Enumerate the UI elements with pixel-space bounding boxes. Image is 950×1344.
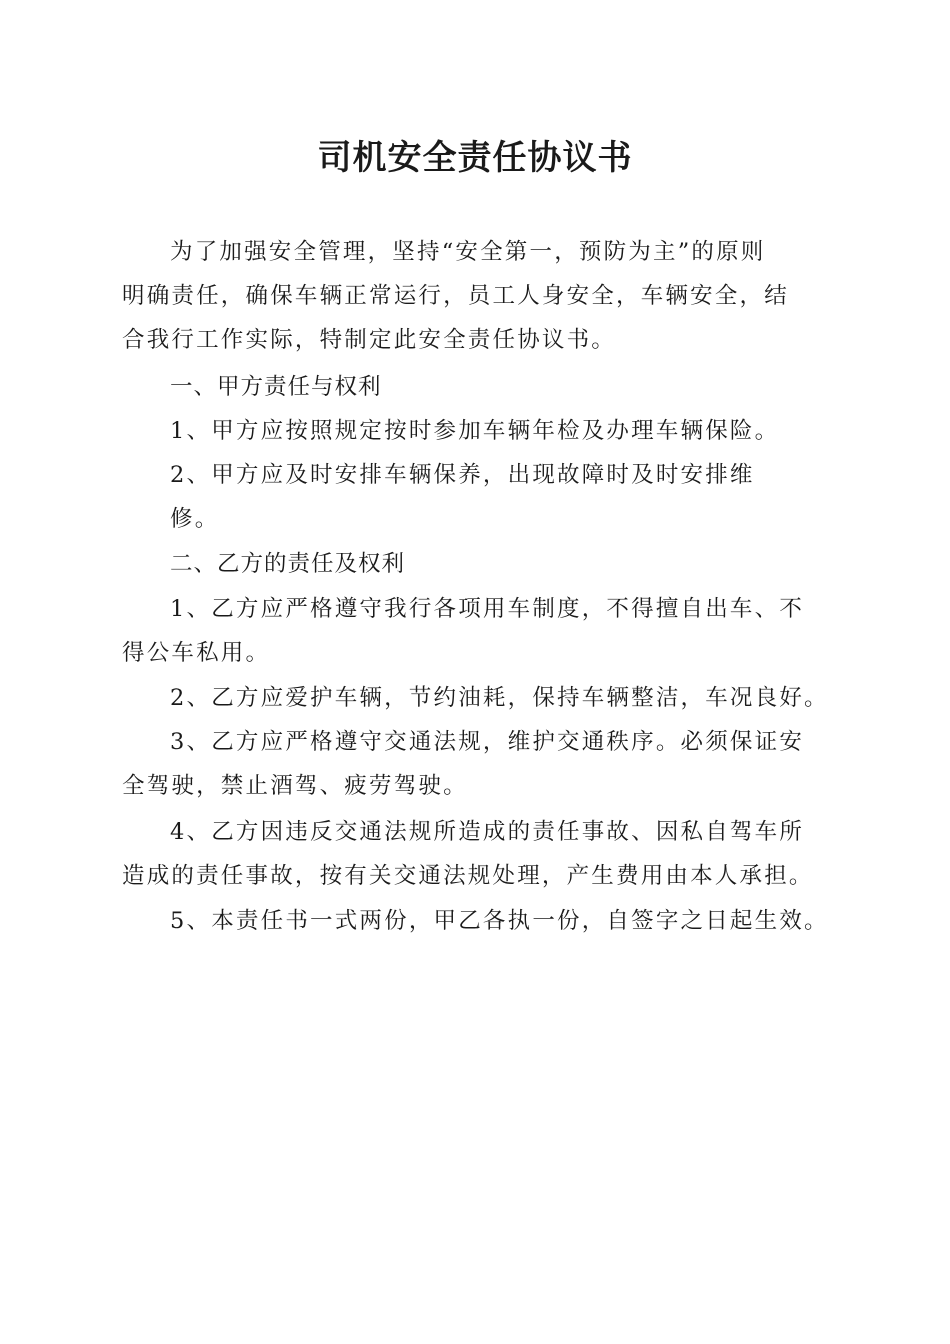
section-1-heading: 一、甲方责任与权利 <box>170 374 382 400</box>
section-1-item-2 <box>122 453 842 541</box>
item-line: 全驾驶，禁止酒驾、疲劳驾驶。 <box>122 773 468 799</box>
section-2-item-4 <box>122 810 842 898</box>
section-2-item-5 <box>122 899 842 943</box>
item-line: 1、乙方应严格遵守我行各项用车制度，不得擅自出车、不 <box>170 596 805 622</box>
item-line: 得公车私用。 <box>122 640 271 666</box>
item-line: 造成的责任事故，按有关交通法规处理，产生费用由本人承担。 <box>122 863 814 889</box>
item-line: 2、甲方应及时安排车辆保养，出现故障时及时安排维 <box>170 462 755 488</box>
intro-line: 合我行工作实际，特制定此安全责任协议书。 <box>122 327 617 353</box>
section-1-item-1 <box>122 409 842 453</box>
item-line: 2、乙方应爱护车辆，节约油耗，保持车辆整洁，车况良好。 <box>170 685 829 711</box>
item-line: 3、乙方应严格遵守交通法规，维护交通秩序。必须保证安 <box>170 729 805 755</box>
section-2-item-2 <box>122 676 842 720</box>
document-title: 司机安全责任协议书 <box>317 138 633 178</box>
item-line: 4、乙方因违反交通法规所造成的责任事故、因私自驾车所 <box>170 819 805 845</box>
intro-paragraph <box>122 230 842 362</box>
item-line: 修。 <box>170 506 220 532</box>
section-2-item-3 <box>122 720 842 808</box>
section-2-item-1 <box>122 587 842 675</box>
intro-line: 为了加强安全管理，坚持“安全第一，预防为主”的原则 <box>170 239 766 265</box>
section-2-heading: 二、乙方的责任及权利 <box>170 551 406 577</box>
item-line: 1、甲方应按照规定按时参加车辆年检及办理车辆保险。 <box>170 418 780 444</box>
intro-line: 明确责任，确保车辆正常运行，员工人身安全，车辆安全，结 <box>122 283 789 309</box>
item-line: 5、本责任书一式两份，甲乙各执一份，自签字之日起生效。 <box>170 908 829 934</box>
